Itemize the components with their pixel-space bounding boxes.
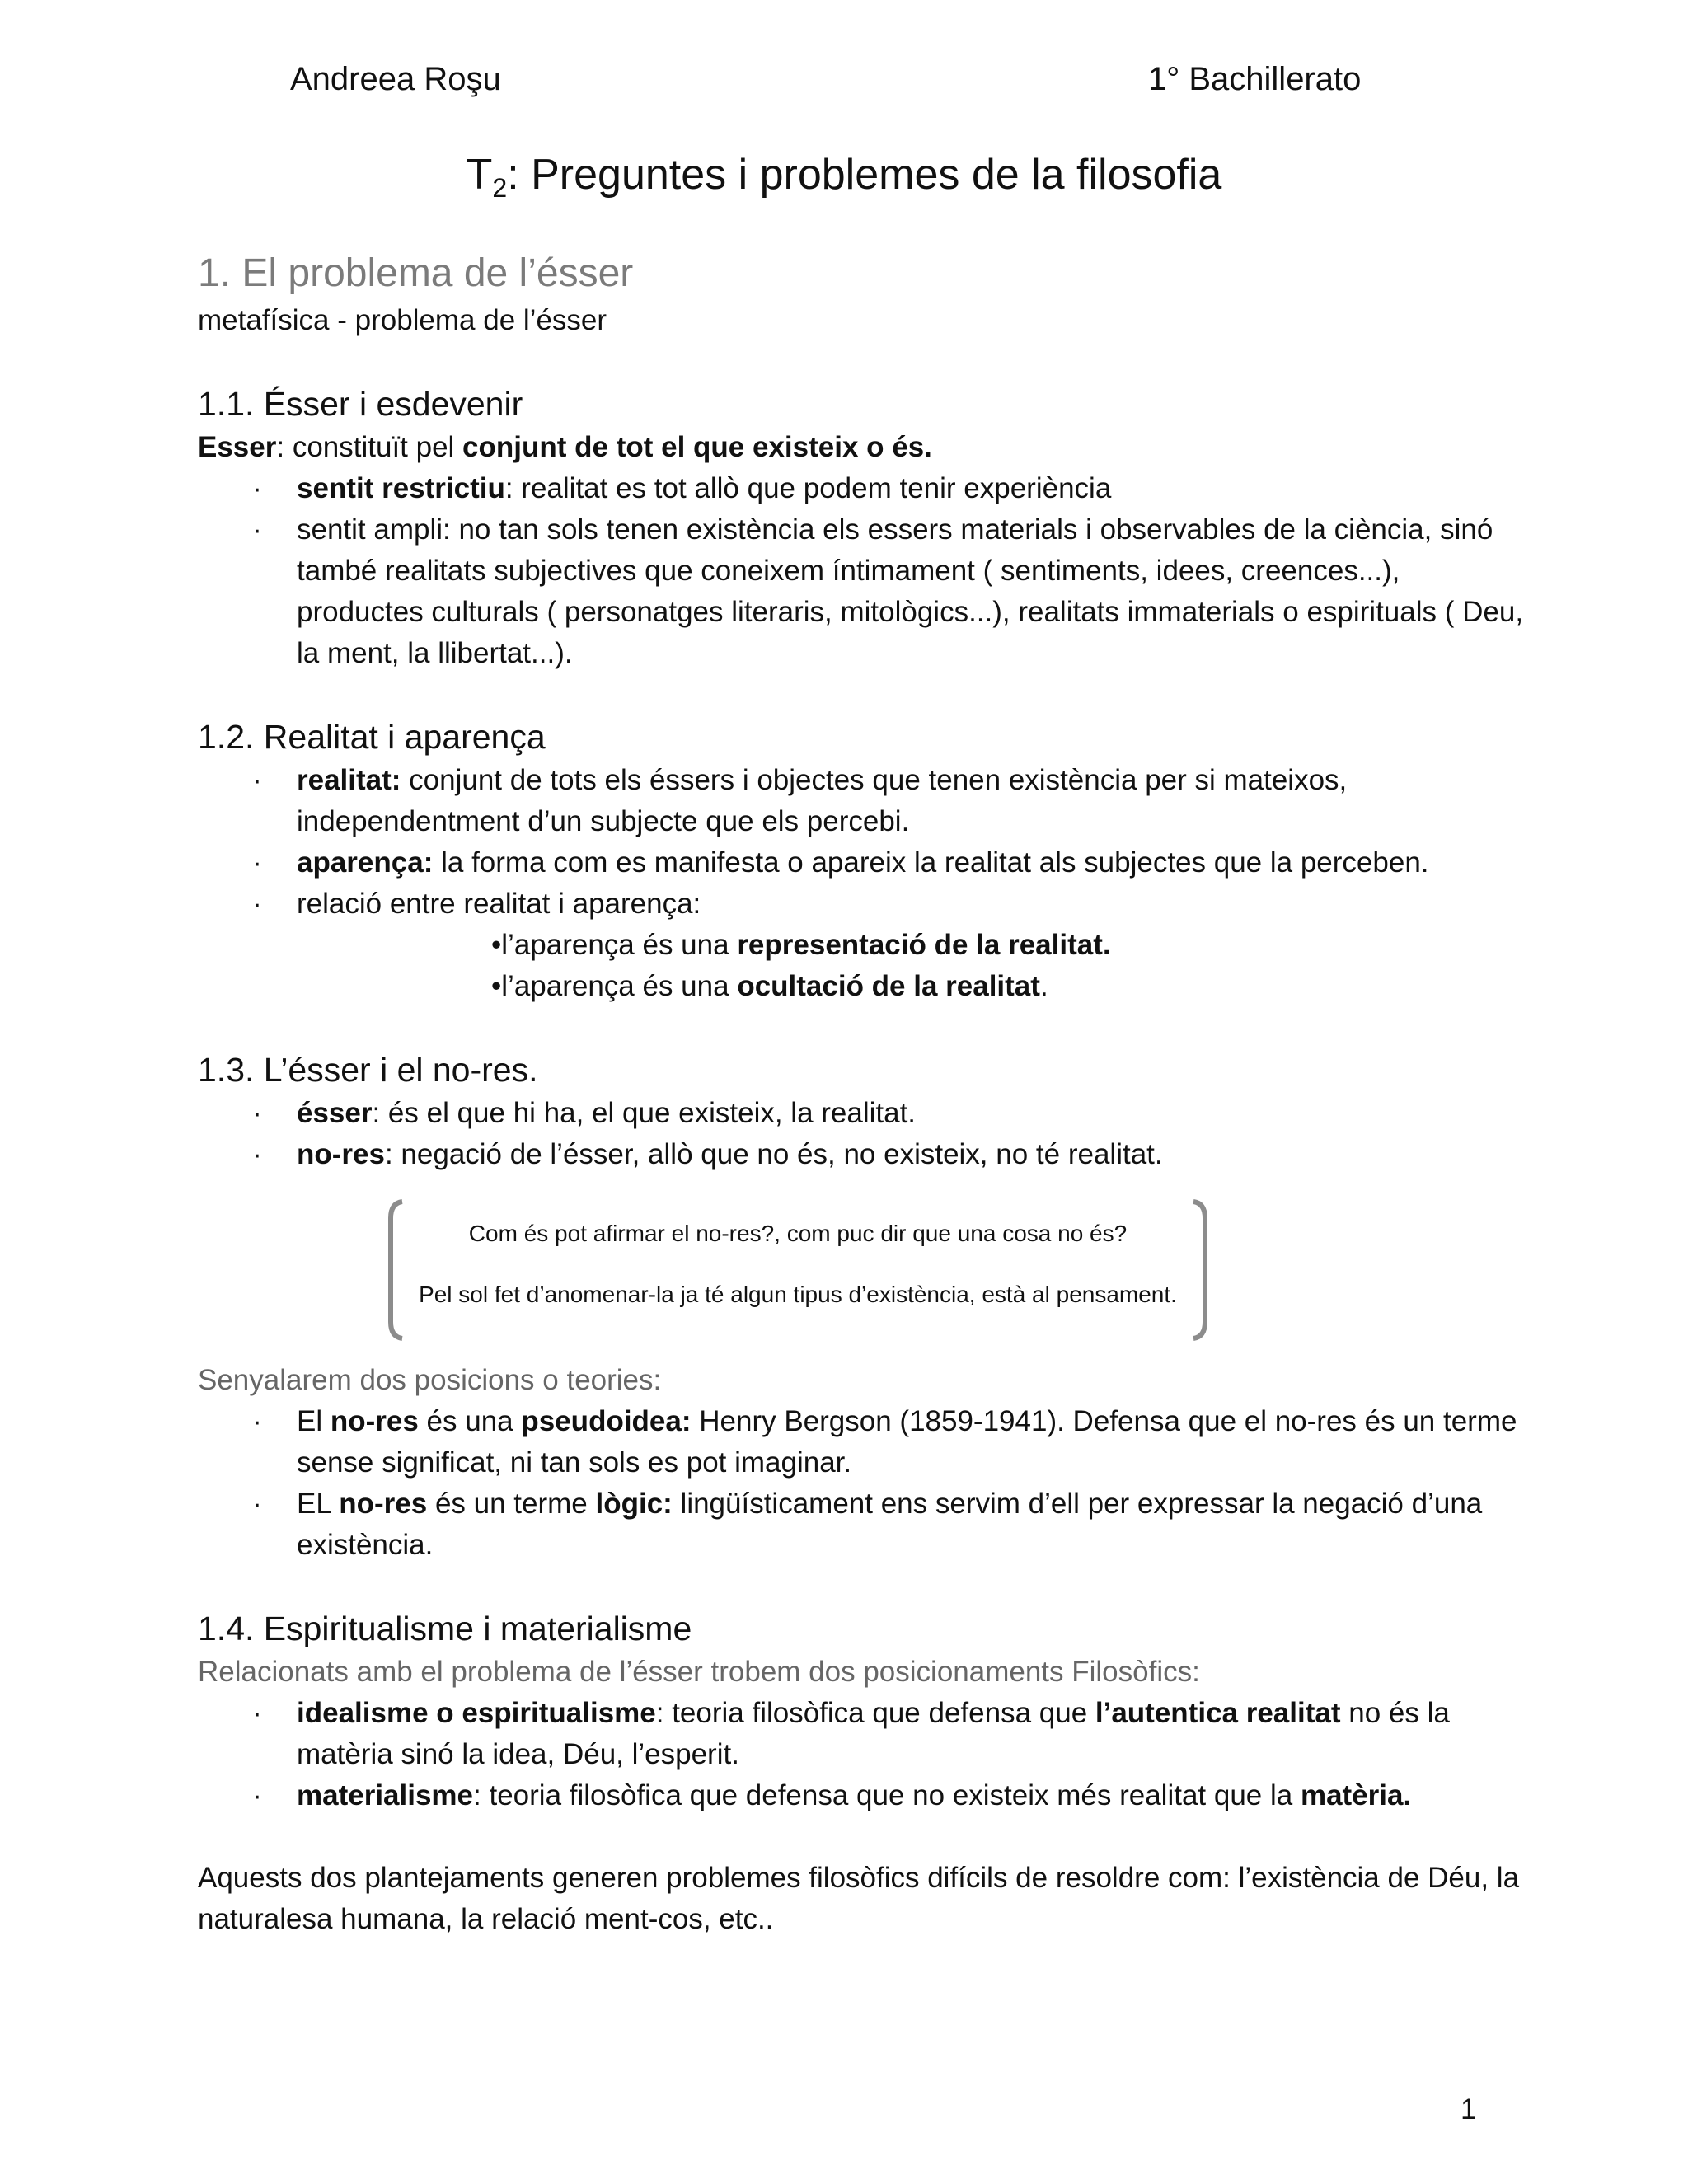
item-text: : és el que hi ha, el que existeix, la realitat.	[372, 1097, 917, 1129]
sub-bullet-icon: •	[491, 970, 502, 1002]
section-1-3-list	[198, 1093, 1533, 1175]
sub-item-text: l’aparença és una	[501, 929, 738, 961]
positions-list	[198, 1401, 1533, 1566]
item-text: és una	[418, 1405, 522, 1437]
page-number: 1	[1461, 2093, 1477, 2125]
bullet-icon: ·	[252, 888, 262, 920]
sub-list-item	[491, 966, 1533, 1007]
relation-sub-list	[198, 925, 1533, 1007]
bullet-icon: ·	[252, 1488, 262, 1520]
sub-item-after: .	[1039, 970, 1048, 1002]
item-bold: no-res	[339, 1488, 428, 1520]
item-bold: lògic:	[595, 1488, 673, 1520]
item-bold: no-res	[330, 1405, 419, 1437]
item-text: El	[297, 1405, 331, 1437]
bullet-icon: ·	[252, 513, 262, 546]
item-text: Henry Bergson (1859-1941). Defensa que el no-res és un terme sense significat, ni tan sols es pot imaginar.	[297, 1405, 1517, 1479]
item-text: lingüísticament ens servim d’ell per expressar la negació d’una existència.	[297, 1488, 1483, 1561]
item-text: la forma com es manifesta o apareix la realitat als subjectes que la perceben.	[433, 846, 1429, 879]
list-item	[198, 1134, 1533, 1175]
item-bold: materialisme	[297, 1779, 474, 1811]
item-term: no-res	[297, 1138, 385, 1170]
document-body	[198, 247, 1533, 1940]
list-item	[198, 468, 1533, 509]
section-1-2-list	[198, 760, 1533, 925]
sub-item-text: l’aparença és una	[501, 970, 738, 1002]
item-term: realitat:	[297, 764, 401, 796]
sub-bullet-icon: •	[491, 929, 502, 961]
bullet-icon: ·	[252, 472, 262, 504]
item-text: relació entre realitat i aparença:	[297, 888, 701, 920]
sub-list-item	[491, 925, 1533, 966]
conclusion-paragraph: Aquests dos plantejaments generen problemes filosòfics difícils de resoldre com: l’existència de Déu, la naturalesa humana, la relació ment-cos, etc..	[198, 1862, 1520, 1935]
quote-box	[386, 1197, 1193, 1337]
section-1-4-intro: Relacionats amb el problema de l’ésser trobem dos posicionaments Filosòfics:	[198, 1656, 1200, 1688]
page-title	[0, 150, 1688, 204]
list-item	[198, 1483, 1533, 1566]
item-text: no és la matèria sinó la idea, Déu, l’esperit.	[297, 1697, 1450, 1770]
item-text: conjunt de tots els éssers i objectes que tenen existència per si mateixos, independentment d’un subjecte que els percebi.	[297, 764, 1348, 837]
item-bold: matèria.	[1300, 1779, 1412, 1811]
esser-def-text: : constituït pel	[276, 431, 463, 463]
section-1-4-list	[198, 1693, 1533, 1816]
bullet-icon: ·	[252, 846, 262, 879]
sub-item-bold: representació de la realitat.	[737, 929, 1111, 961]
bullet-icon: ·	[252, 764, 262, 796]
section-1-4-heading: 1.4. Espiritualisme i materialisme	[198, 1610, 692, 1647]
item-bold: idealisme o espiritualisme	[297, 1697, 656, 1729]
section-1-3-heading: 1.3. L’ésser i el no-res.	[198, 1051, 538, 1089]
bullet-icon: ·	[252, 1405, 262, 1437]
item-term: sentit restrictiu	[297, 472, 505, 504]
section-1-2-heading: 1.2. Realitat i aparença	[198, 718, 546, 756]
bullet-icon: ·	[252, 1097, 262, 1129]
list-item	[198, 883, 1533, 925]
positions-intro: Senyalarem dos posicions o teories:	[198, 1364, 662, 1396]
esser-term: Esser	[198, 431, 277, 463]
section-1-1-heading: 1.1. Ésser i esdevenir	[198, 385, 523, 423]
quote-line-1: Com és pot afirmar el no-res?, com puc dir que una cosa no és?	[468, 1221, 1128, 1246]
esser-definition	[198, 427, 1533, 468]
title-text: : Preguntes i problemes de la filosofia	[507, 151, 1222, 199]
item-text: : negació de l’ésser, allò que no és, no existeix, no té realitat.	[384, 1138, 1163, 1170]
list-item	[198, 1775, 1533, 1816]
item-text: : realitat es tot allò que podem tenir experiència	[504, 472, 1112, 504]
bullet-icon: ·	[252, 1779, 262, 1811]
section-1-1-list	[198, 468, 1533, 674]
list-item	[198, 1093, 1533, 1134]
list-item	[198, 1693, 1533, 1775]
item-text: : teoria filosòfica que defensa que no existeix més realitat que la	[473, 1779, 1301, 1811]
item-term: aparença:	[297, 846, 434, 879]
esser-def-bold: conjunt de tot el que existeix o és.	[462, 431, 932, 463]
item-text: EL	[297, 1488, 340, 1520]
bullet-icon: ·	[252, 1697, 262, 1729]
item-bold: l’autentica realitat	[1095, 1697, 1341, 1729]
header-author: Andreea Roşu	[290, 61, 501, 97]
item-term: ésser	[297, 1097, 373, 1129]
item-text: sentit ampli: no tan sols tenen existència els essers materials i observables de la ciència, sinó també realitats subjectives que coneixem íntimament ( sentiments, idees, creences...), productes culturals ( personatges literaris, mitològics...), realitats immaterials o espirituals ( Deu, la ment, la llibertat...).	[297, 513, 1524, 669]
header-course: 1° Bachillerato	[1148, 61, 1362, 97]
item-text: és un terme	[427, 1488, 596, 1520]
section-1-heading: 1. El problema de l’ésser	[198, 251, 634, 295]
list-item	[198, 1401, 1533, 1483]
item-text: : teoria filosòfica que defensa que	[655, 1697, 1095, 1729]
sub-item-bold: ocultació de la realitat	[737, 970, 1040, 1002]
list-item	[198, 760, 1533, 842]
section-1-subtitle: metafísica - problema de l’ésser	[198, 304, 607, 336]
list-item	[198, 509, 1533, 674]
list-item	[198, 842, 1533, 883]
item-bold: pseudoidea:	[521, 1405, 692, 1437]
title-subscript: 2	[492, 173, 508, 203]
quote-line-2: Pel sol fet d’anomenar-la ja té algun tipus d’existència, està al pensament.	[419, 1282, 1177, 1307]
bullet-icon: ·	[252, 1138, 262, 1170]
title-prefix: T	[466, 151, 493, 199]
